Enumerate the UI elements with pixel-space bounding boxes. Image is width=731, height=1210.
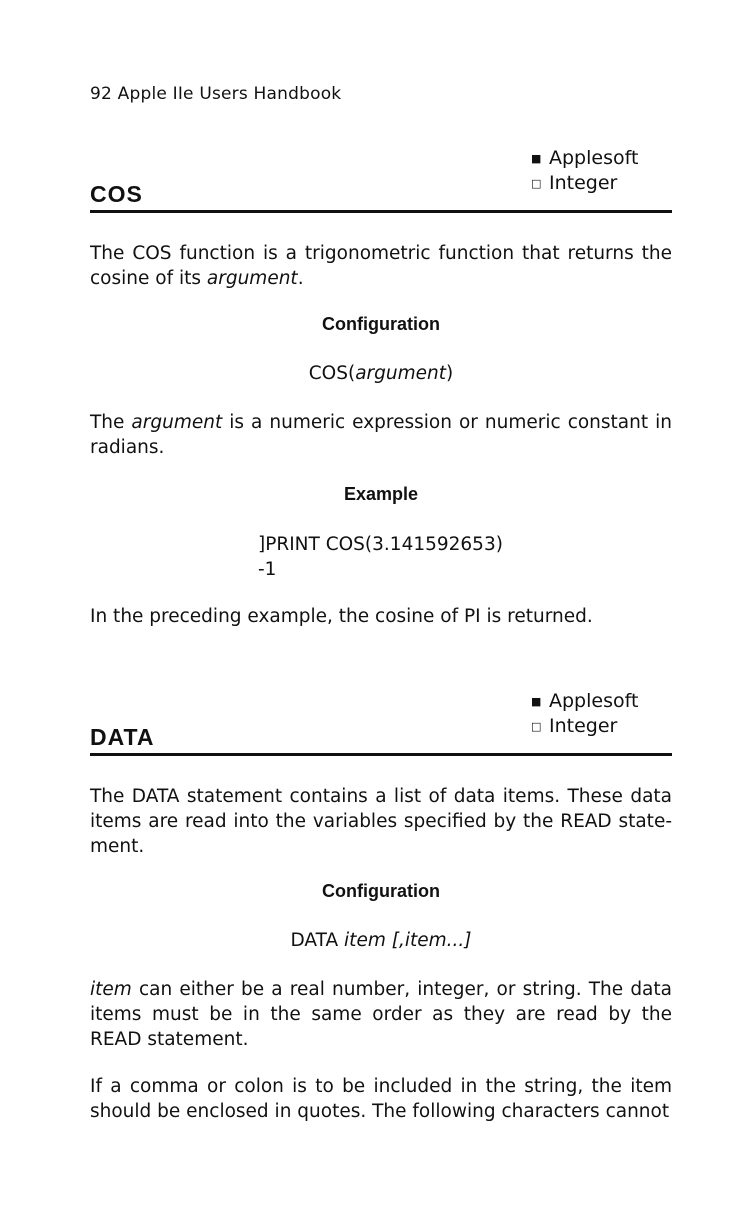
language-label: Integer — [549, 172, 618, 194]
empty-square-icon: □ — [531, 720, 542, 733]
example-note: In the preceding example, the cosine of PI is returned. — [90, 606, 593, 627]
argument-term: argument — [206, 268, 298, 289]
page-header: 92 Apple IIe Users Handbook — [90, 84, 342, 104]
example-code — [258, 532, 503, 582]
language-list — [531, 146, 638, 196]
cos-description: The COS function is a trigonometric function that returns the cosine of its argument. — [90, 243, 672, 289]
data-entry-heading — [90, 689, 672, 756]
filled-square-icon: ■ — [531, 152, 542, 165]
entry-title: COS — [90, 181, 143, 207]
data-description: The DATA statement contains a list of data items. These data items are read into the variables specified by the READ state-ment. — [90, 786, 672, 857]
code-line: -1 — [258, 559, 277, 580]
filled-square-icon: ■ — [531, 695, 542, 708]
entry-title: DATA — [90, 724, 155, 750]
language-list — [531, 689, 638, 739]
language-integer — [531, 714, 638, 739]
data-syntax: DATA item [,item...] — [290, 930, 472, 951]
cos-entry-heading — [90, 146, 672, 213]
argument-term: argument — [131, 412, 223, 433]
item-description: item can either be a real number, integer, or string. The data items must be in the same order as they are read by the READ statement. — [90, 979, 672, 1050]
configuration-heading: Configuration — [322, 314, 440, 334]
language-integer — [531, 171, 638, 196]
language-applesoft — [531, 146, 638, 171]
comma-note: If a comma or colon is to be included in the string, the item should be enclosed in quotes. The following characters cannot — [90, 1076, 672, 1122]
cos-syntax: COS(argument) — [308, 363, 454, 384]
language-label: Integer — [549, 715, 618, 737]
argument-description: The argument is a numeric expression or numeric constant in radians. — [90, 412, 672, 458]
item-term: item — [90, 979, 132, 1000]
language-applesoft — [531, 689, 638, 714]
item-term: item [,item...] — [344, 930, 472, 951]
language-label: Applesoft — [549, 690, 639, 712]
argument-term: argument — [355, 363, 447, 384]
empty-square-icon: □ — [531, 177, 542, 190]
language-label: Applesoft — [549, 147, 639, 169]
configuration-heading: Configuration — [322, 881, 440, 901]
code-line: ]PRINT COS(3.141592653) — [258, 534, 503, 555]
example-heading: Example — [343, 484, 419, 504]
